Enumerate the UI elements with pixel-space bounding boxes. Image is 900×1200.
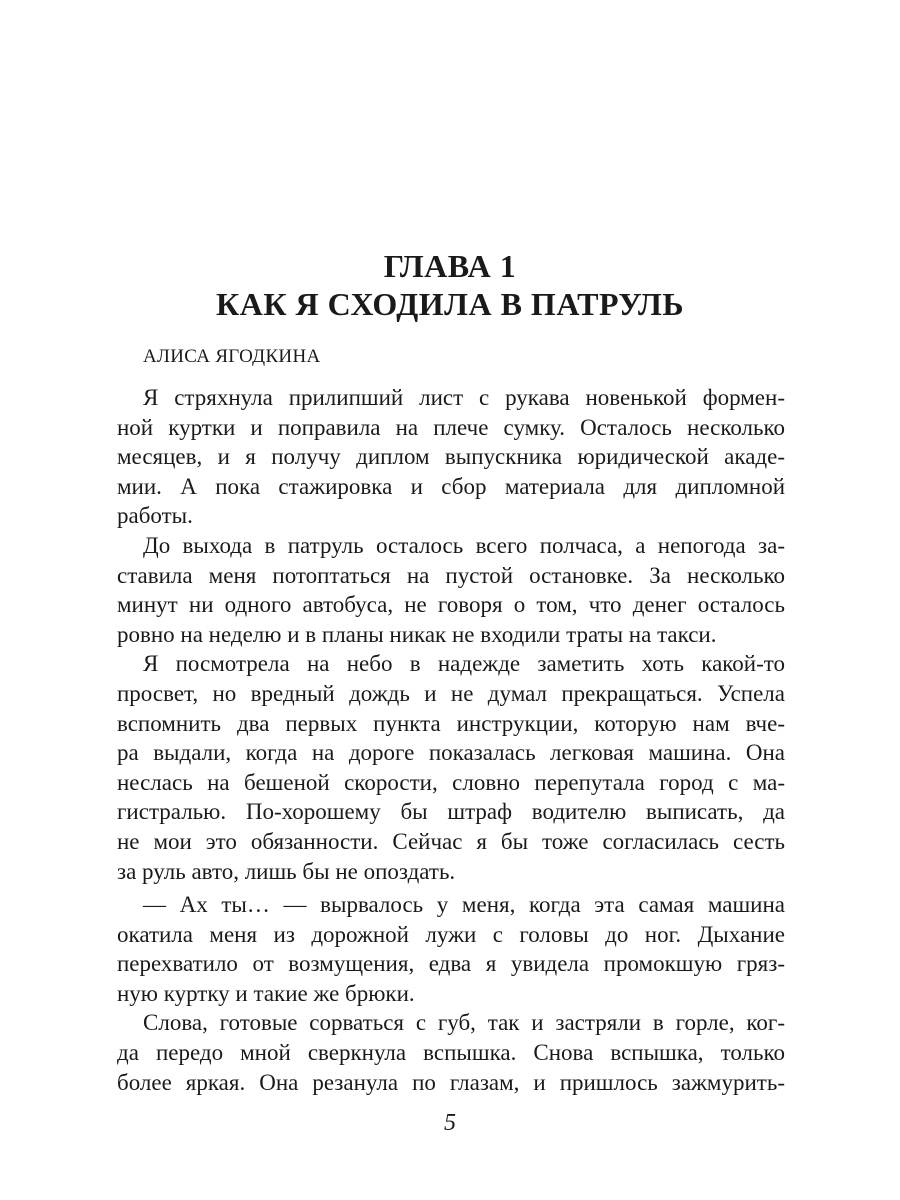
text-line: мии. А пока стажировка и сбор материала для дипломной [117, 473, 785, 499]
text-line: перехватило от возмущения, едва я увидела промокшую гряз- [117, 951, 785, 977]
text-line: просвет, но вредный дождь и не думал прекращаться. Успела [117, 680, 785, 706]
text-line: вспомнить два первых пункта инструкции, которую нам вче- [117, 710, 785, 736]
text-line: Слова, готовые сорваться с губ, так и застряли в горле, ког- [143, 1010, 785, 1036]
chapter-number: ГЛАВА 1 [383, 248, 517, 284]
body-text [117, 383, 785, 1097]
narrator-heading: АЛИСА ЯГОДКИНА [143, 346, 321, 367]
chapter-title: КАК Я СХОДИЛА В ПАТРУЛЬ [216, 286, 684, 322]
text-line: минут ни одного автобуса, не говоря о том, что денег осталось [117, 592, 785, 618]
text-line: гистралью. По-хорошему бы штраф водителю выписать, да [117, 799, 785, 825]
text-line: — Ах ты… — вырвалось у меня, когда эта самая машина [143, 892, 785, 918]
text-line: работы. [117, 503, 193, 529]
text-line: ной куртки и поправила на плече сумку. Осталось несколько [117, 414, 785, 440]
text-line: Я посмотрела на небо в надежде заметить хоть какой-то [143, 651, 785, 677]
text-line: ную куртку и такие же брюки. [117, 980, 415, 1006]
text-line: не мои это обязанности. Сейчас я бы тоже согласилась сесть [117, 828, 785, 854]
text-line: неслась на бешеной скорости, словно перепутала город с ма- [117, 769, 785, 795]
page-number: 5 [444, 1110, 456, 1136]
text-line: ровно на неделю и в планы никак не входили траты на такси. [117, 621, 717, 647]
text-line: да передо мной сверкнула вспышка. Снова вспышка, только [117, 1040, 785, 1066]
text-line: ставила меня потоптаться на пустой остановке. За несколько [117, 562, 785, 588]
text-line: месяцев, и я получу диплом выпускника юридической акаде- [117, 444, 785, 470]
text-line: более яркая. Она резанула по глазам, и пришлось зажмурить- [117, 1069, 785, 1095]
text-line: за руль авто, лишь бы не опоздать. [117, 858, 456, 884]
text-line: Я стряхнула прилипший лист с рукава новенькой формен- [143, 385, 785, 410]
text-line: окатила меня из дорожной лужи с головы до ног. Дыхание [117, 921, 785, 947]
text-line: ра выдали, когда на дороге показалась легковая машина. Она [117, 740, 785, 766]
text-line: До выхода в патруль осталось всего полчаса, а непогода за- [143, 532, 785, 558]
